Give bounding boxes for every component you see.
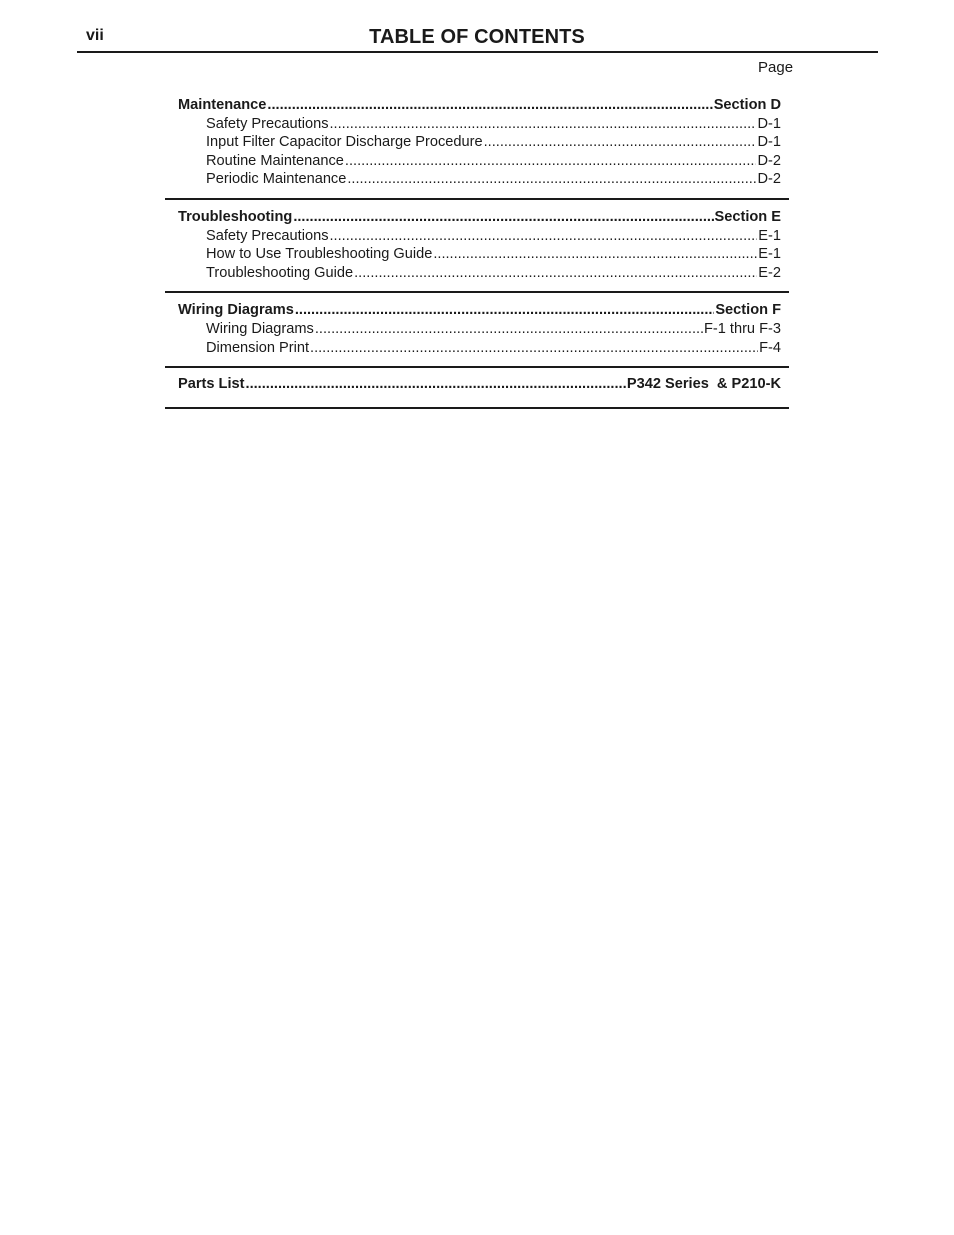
toc-subentry-label: Wiring Diagrams bbox=[206, 320, 314, 337]
leader-dots bbox=[295, 301, 714, 320]
leader-dots bbox=[484, 133, 757, 152]
leader-dots bbox=[293, 208, 713, 227]
toc-subentry[interactable] bbox=[178, 320, 781, 339]
leader-dots bbox=[267, 96, 712, 115]
toc-subentry-page: F-1 thru F-3 bbox=[703, 320, 781, 337]
header-rule bbox=[77, 51, 878, 53]
toc-subentry-label: Periodic Maintenance bbox=[206, 171, 347, 188]
toc-subentry-page: D-1 bbox=[757, 115, 781, 132]
toc-section-wiring-diagrams bbox=[165, 293, 789, 366]
toc-subentry[interactable] bbox=[178, 152, 781, 171]
toc-entry-label: Troubleshooting bbox=[178, 208, 293, 225]
leader-dots bbox=[246, 375, 626, 394]
leader-dots bbox=[330, 227, 758, 246]
toc-subentry-label: Routine Maintenance bbox=[206, 152, 344, 169]
toc-subentry-page: E-1 bbox=[758, 246, 781, 263]
leader-dots bbox=[330, 115, 757, 134]
leader-dots bbox=[315, 320, 703, 339]
toc-subentry[interactable] bbox=[178, 170, 781, 189]
toc-subentry[interactable] bbox=[178, 339, 781, 358]
toc-entry[interactable] bbox=[178, 375, 781, 394]
page-title: TABLE OF CONTENTS bbox=[369, 26, 585, 48]
toc-subentry-label: Troubleshooting Guide bbox=[206, 264, 354, 281]
leader-dots bbox=[347, 170, 756, 189]
leader-dots bbox=[310, 339, 758, 358]
toc-entry-label: Maintenance bbox=[178, 97, 267, 113]
toc-section-troubleshooting bbox=[165, 200, 789, 291]
toc-entry-page: Section E bbox=[714, 208, 781, 225]
page-number: vii bbox=[86, 27, 104, 44]
toc-subentry-label: Input Filter Capacitor Discharge Procedure bbox=[206, 134, 483, 151]
toc-entry-page: Section D bbox=[713, 97, 781, 113]
toc-subentry[interactable] bbox=[178, 227, 781, 246]
toc-subentry-page: D-1 bbox=[757, 134, 781, 151]
toc-entry[interactable] bbox=[178, 208, 781, 227]
toc-subentry-page: D-2 bbox=[757, 152, 781, 169]
toc-entry-label: Wiring Diagrams bbox=[178, 302, 294, 319]
toc-subentry[interactable] bbox=[178, 115, 781, 134]
leader-dots bbox=[354, 264, 757, 283]
section-divider bbox=[165, 407, 789, 409]
toc-subentry-page: F-4 bbox=[759, 339, 781, 356]
toc-section-maintenance bbox=[165, 96, 789, 198]
toc-entry-label: Parts List bbox=[178, 376, 245, 393]
toc-section-parts-list bbox=[165, 368, 789, 407]
toc-subentry-page: E-1 bbox=[758, 227, 781, 244]
toc-subentry-label: Safety Precautions bbox=[206, 227, 329, 244]
toc-subentry-label: How to Use Troubleshooting Guide bbox=[206, 246, 433, 263]
leader-dots bbox=[433, 245, 757, 264]
toc-entry-page: P342 Series & P210-K bbox=[626, 376, 781, 393]
page-column-label: Page bbox=[758, 59, 794, 76]
toc-subentry[interactable] bbox=[178, 264, 781, 283]
toc-entry[interactable] bbox=[178, 301, 781, 320]
toc-subentry-label: Safety Precautions bbox=[206, 115, 329, 132]
toc-subentry-label: Dimension Print bbox=[206, 339, 310, 356]
toc-entry[interactable] bbox=[178, 96, 781, 115]
toc-entry-page: Section F bbox=[715, 302, 781, 319]
leader-dots bbox=[345, 152, 757, 171]
table-of-contents bbox=[165, 96, 789, 409]
toc-subentry[interactable] bbox=[178, 245, 781, 264]
toc-subentry-page: D-2 bbox=[757, 171, 781, 188]
toc-subentry[interactable] bbox=[178, 133, 781, 152]
toc-subentry-page: E-2 bbox=[758, 264, 781, 281]
